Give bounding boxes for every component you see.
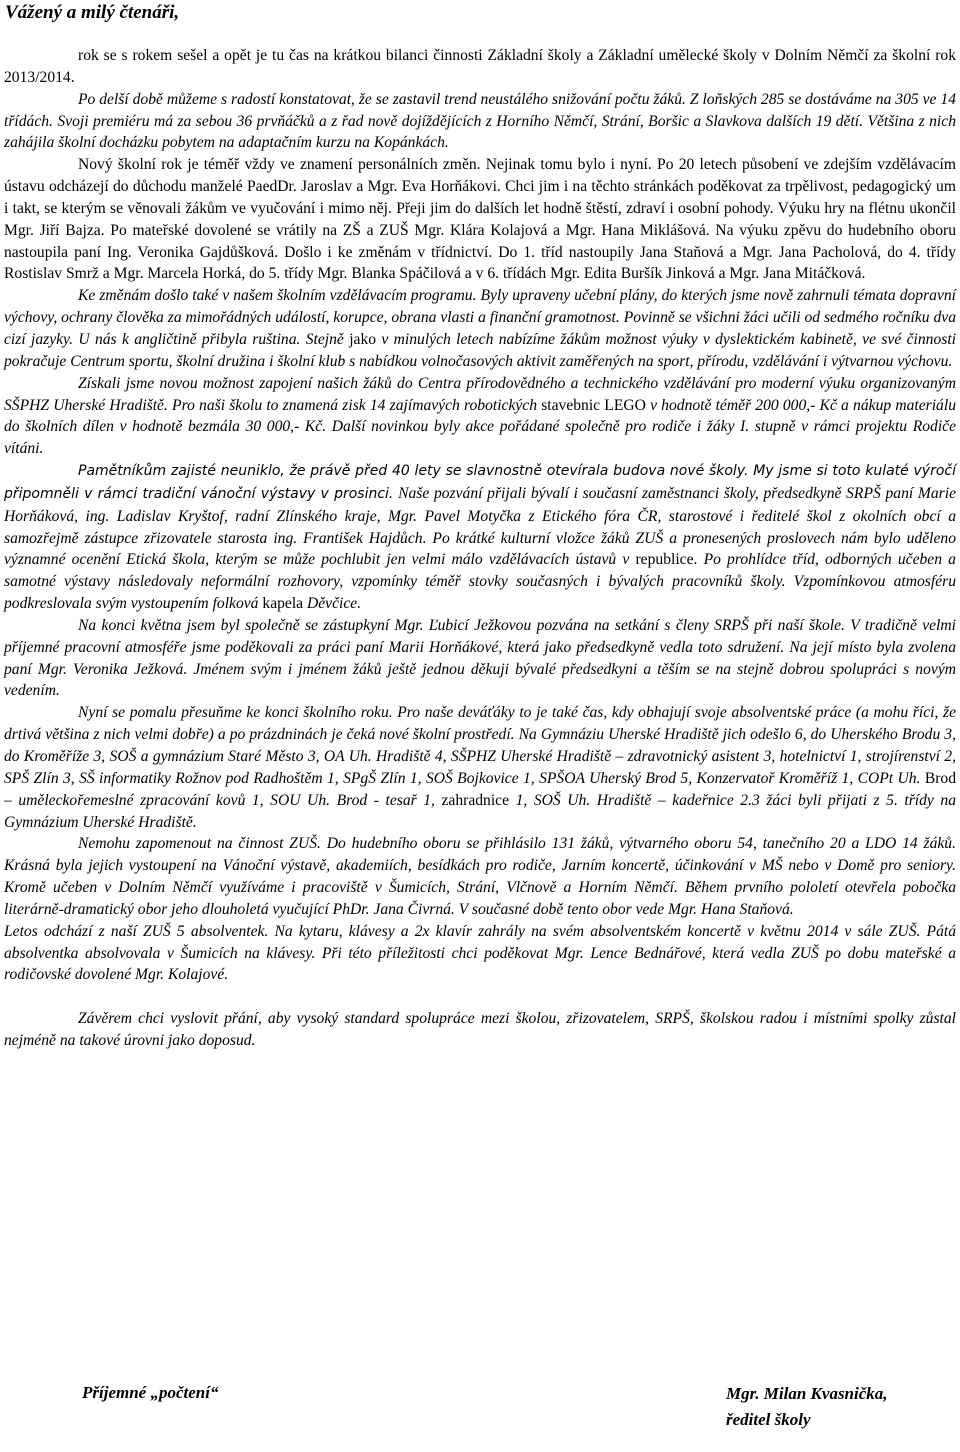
paragraph-text-run: Naše pozvání přijali bývalí i současní zaměstnanci školy, předsedkyně SRPŠ paní Marie Horňáková, ing. Ladislav Kryštof, radní Zlínského kraje, Mgr. Pavel Motyčka z Etického fóra ČR, starostové i ředitelé škol z okolních obcí a samozřejmě zástupce zřizovatele starosta ing. František Hajdůch. Po krátké kulturní vložce žáků ZUŠ a pronesených proslovech nám bylo uděleno významné ocenění Etická škola, kterým se může pochlubit jen velmi málo vzdělávacích ústavů v <box>4 484 956 569</box>
paragraph-text-run: Pamětníkům zajisté neuniklo, že právě před 40 lety se slavnostně otevírala budova nové školy. My jsme si toto kulaté výročí připomněli v rámci tradiční vánoční výstavy v prosinci. <box>4 463 956 502</box>
paragraph-text-run: Závěrem chci vyslovit přání, aby vysoký standard spolupráce mezi školou, zřizovatelem, SRPŠ, školskou radou i místními spolky zůstal nejméně na takové úrovni jako doposud. <box>4 1010 956 1050</box>
letter-greeting: Vážený a milý čtenáři, <box>5 2 180 23</box>
paragraph-text-run: republice. <box>635 551 698 569</box>
letter-paragraph <box>4 373 956 460</box>
letter-paragraph <box>4 1008 956 1052</box>
letter-paragraph <box>4 833 956 920</box>
paragraph-text-run: jako <box>349 330 377 348</box>
paragraph-text-run: kapela <box>262 595 304 613</box>
paragraph-text-run: Nemohu zapomenout na činnost ZUŠ. Do hudebního oboru se přihlásilo 131 žáků, výtvarného oboru 54, tanečního 20 a LDO 14 žáků. Krásná byla jejich vystoupení na Vánoční výstavě, akademiích, besídkách pro rodiče, Jarním koncertě, účinkování v MŠ nebo v Domě pro seniory. Kromě učeben v Dolním Němčí využíváme i pracoviště v Šumicích, Strání, Vlčnově a Horním Němčí. Během prvního pololetí otevřela pobočka literárně-dramatický obor jeho dlouholetá vyučující PhDr. Jana Čivrná. V současné době tento obor vede Mgr. Hana Staňová. <box>4 835 956 918</box>
letter-closing: Příjemné „počtení“ <box>82 1383 219 1402</box>
signature-title: ředitel školy <box>726 1410 811 1429</box>
paragraph-gap <box>4 986 956 1008</box>
letter-paragraph <box>4 460 956 615</box>
letter-paragraph <box>4 154 956 285</box>
paragraph-text-run: Nový školní rok je téměř vždy ve znamení personálních změn. Nejinak tomu bylo i nyní. Po 20 letech působení ve zdejším vzdělávacím ústavu odcházejí do důchodu manželé PaedDr. Jaroslav a Mgr. Eva Horňákovi. Chci jim i na těchto stránkách poděkovat za trpělivost, pedagogický um i takt, se kterým se věnovali žákům ve vyučování i mimo něj. Přeji jim do dalších let hodně štěstí, zdraví i osobní pohody. Výuku hry na flétnu ukončil Mgr. Jiří Bajza. Po mateřské dovolené se vrátily na ZŠ a ZUŠ Mgr. Klára Kolajová a Mgr. Hana Miklášová. Na výuku zpěvu do hudebního oboru nastoupila paní Ing. Veronika Gajdůšková. Došlo i ke změnám v třídnictví. Do 1. tříd nastoupily Jana Staňová a Mgr. Jana Pacholová, do 4. třídy Rostislav Smrž a Mgr. Marcela Horká, do 5. třídy Mgr. Blanka Spáčilová a v 6. třídách Mgr. Edita Buršík Jinková a Mgr. Jana Mitáčková. <box>4 156 956 283</box>
paragraph-text-run: 1, SOŠ Uh. Hradiště – kadeřnice 2.3 žáci byli přijati z 5. třídy na Gymnázium Uherské Hradiště. <box>4 791 957 831</box>
paragraph-text-run: Nyní se pomalu přesuňme ke konci školního roku. Pro naše deváťáky to je také čas, kdy obhajují svoje absolventské práce (a mohu říci, že drtivá většina z nich velmi dobře) a po prázdninách je čeká nové školní prostředí. Na Gymnáziu Uherské Hradiště jich odešlo 6, do Uherského Brodu 3, do Kroměříže 3, SOŠ a gymnázium Staré Město 3, OA Uh. Hradiště 4, SŠPHZ Uherské Hradiště – zdravotnický asistent 3, hotelnictví 1, strojírenství 2, SPŠ Zlín 3, SŠ informatiky Rožnov pod Radhoštěm 1, SPgŠ Zlín 1, SOŠ Bojkovice 1, SPŠOA Uherský Brod 5, Konzervatoř Kroměříž 1, COPt Uh. <box>4 704 956 787</box>
signature-name: Mgr. Milan Kvasnička, <box>726 1384 888 1403</box>
paragraph-text-run: Letos odchází z naší ZUŠ 5 absolventek. Na kytaru, klávesy a 2x klavír zahrály na svém absolventském koncertě v květnu 2014 v sále ZUŠ. Pátá absolventka absolvovala v Šumicích na klávesy. Při této příležitosti chci poděkovat Mgr. Lence Bednářové, která vedla ZUŠ po dobu mateřské a rodičovské dovolené Mgr. Kolajové. <box>4 922 956 984</box>
paragraph-text-run: Děvčice. <box>303 595 362 613</box>
paragraph-text-run: v hodnotě téměř 200 000,- Kč a nákup materiálu do školních dílen v hodnotě bezmála 30 000,- Kč. Další novinkou byly akce pořádané společně pro rodiče i žáky I. stupně v rámci projektu Rodiče vítáni. <box>4 396 956 458</box>
paragraph-text-run: Ke změnám došlo také v našem školním vzdělávacím programu. Byly upraveny učební plány, do kterých jsme nově zahrnuli témata dopravní výchovy, ochrany člověka za mimořádných událostí, korupce, obrana vlasti a finanční gramotnost. Povinně se všichni žáci učili od sedmého ročníku dva cizí jazyky. U nás k angličtině přibyla ruština. Stejně <box>4 287 956 348</box>
letter-paragraph <box>4 921 956 987</box>
paragraph-text-run: stavebnic LEGO <box>541 396 646 414</box>
paragraph-text-run: Po delší době můžeme s radostí konstatovat, že se zastavil trend neustálého snižování počtu žáků. Z loňských 285 se dostáváme na 305 ve 14 třídách. Svoji premiéru má za sebou 36 prvňáčků a z řad nově dojíždějících z Horního Němčí, Strání, Boršic a Slavkova dalších 19 dětí. Většina z nich zahájila školní docházku pobytem na adaptačním kurzu na Kopánkách. <box>4 90 956 152</box>
paragraph-text-run: rok se s rokem sešel a opět je tu čas na krátkou bilanci činnosti Základní školy a Základní umělecké školy v Dolním Němčí za školní rok 2013/2014. <box>4 47 956 86</box>
letter-paragraph <box>4 615 956 702</box>
letter-body <box>4 45 956 1052</box>
paragraph-text-run: – uměleckořemeslné zpracování kovů 1, SOU Uh. Brod - tesař 1, <box>4 791 442 809</box>
paragraph-text-run: zahradnice <box>441 791 510 809</box>
letter-page <box>4 0 956 1452</box>
paragraph-text-run: Získali jsme novou možnost zapojení našich žáků do Centra přírodovědného a technického vzdělávání pro moderní výuku organizovaným SŠPHZ Uherské Hradiště. Pro naši školu to znamená zisk 14 zajímavých robotických <box>4 374 956 414</box>
letter-paragraph <box>4 89 956 155</box>
paragraph-text-run: Brod <box>924 769 956 787</box>
paragraph-text-run: Na konci května jsem byl společně se zástupkyní Mgr. Ľubicí Ježkovou pozvána na setkání s členy SRPŠ při naší škole. V tradičně velmi příjemné pracovní atmosféře jsme poděkovali za práci paní Marii Horňákové, která jako předsedkyně vedla toto sdružení. Na její místo byla zvolena paní Mgr. Veronika Ježková. Jménem svým i jménem žáků ještě jednou děkuji bývalé předsedkyni a těším se na stejně dobrou spolupráci s novým vedením. <box>4 616 956 700</box>
letter-paragraph <box>4 702 956 833</box>
paragraph-text-run: Po prohlídce tříd, odborných učeben a samotné výstavy následovaly neformální rozhovory, vzpomínky téměř stovky současných i bývalých pracovníků školy. Vzpomínkovou atmosféru podkreslovala svým vystoupením folková <box>4 551 956 613</box>
paragraph-text-run: v minulých letech nabízíme žákům možnost výuky v dyslektickém kabinetě, ve své činnosti pokračuje Centrum sportu, školní družina i školní klub s nabídkou volnočasových aktivit zaměřených na sport, přírodu, vzdělávání i výtvarnou výchovu. <box>4 330 956 370</box>
letter-paragraph <box>4 285 956 372</box>
letter-signature <box>726 1381 888 1433</box>
letter-paragraph <box>4 45 956 89</box>
